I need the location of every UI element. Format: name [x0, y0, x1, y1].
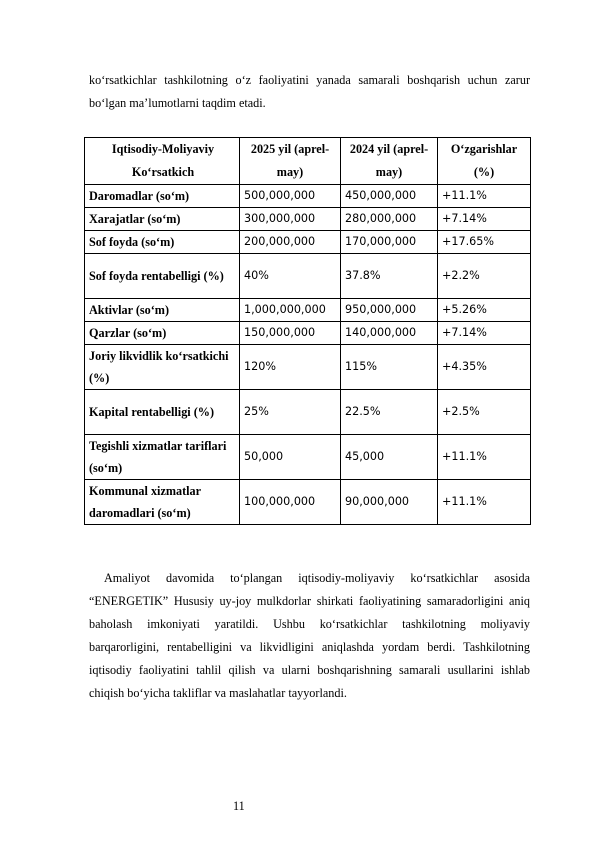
- header-2024: 2024 yil (aprel-may): [341, 138, 438, 185]
- value-2024: 22.5%: [341, 390, 438, 435]
- row-label: Daromadlar (soʻm): [85, 185, 240, 208]
- conclusion-paragraph: Amaliyot davomida toʻplangan iqtisodiy-moliyaviy koʻrsatkichlar asosida “ENERGETIK” Hususiy uy-joy mulkdorlar shirkati faoliyatining samaradorligini aniq baholash imkoniyati yaratildi. Ushbu koʻrsatkichlar tashkilotning moliyaviy barqarorligini, rentabelligini va likvidligini aniqlashda yordam berdi. Tashkilotning iqtisodiy faoliyatini tahlil qilish va ularni boshqarishning samarali usullarini ishlab chiqish boʻyicha takliflar va maslahatlar tayyorlandi.: [89, 571, 530, 700]
- value-2025: 25%: [240, 390, 341, 435]
- table-row: [85, 322, 531, 345]
- row-label: Xarajatlar (soʻm): [85, 208, 240, 231]
- value-2025: 1,000,000,000: [240, 299, 341, 322]
- value-2025: 50,000: [240, 435, 341, 480]
- value-2025: 500,000,000: [240, 185, 341, 208]
- table-row: [85, 231, 531, 254]
- value-2025: 40%: [240, 254, 341, 299]
- row-label: Sof foyda rentabelligi (%): [85, 254, 240, 299]
- value-2025: 120%: [240, 345, 341, 390]
- row-label: Sof foyda (soʻm): [85, 231, 240, 254]
- value-2024: 115%: [341, 345, 438, 390]
- value-2024: 90,000,000: [341, 480, 438, 525]
- row-label: Kommunal xizmatlar daromadlari (soʻm): [85, 480, 240, 525]
- value-2024: 140,000,000: [341, 322, 438, 345]
- row-label: Joriy likvidlik koʻrsatkichi (%): [85, 345, 240, 390]
- value-2025: 200,000,000: [240, 231, 341, 254]
- value-change: +4.35%: [438, 345, 531, 390]
- table-header-row: [85, 138, 531, 185]
- row-label: Kapital rentabelligi (%): [85, 390, 240, 435]
- table-row: [85, 185, 531, 208]
- table-row: [85, 480, 531, 525]
- value-change: +2.2%: [438, 254, 531, 299]
- value-2024: 450,000,000: [341, 185, 438, 208]
- table-row: [85, 345, 531, 390]
- page-number: 11: [233, 799, 245, 813]
- header-2025: 2025 yil (aprel-may): [240, 138, 341, 185]
- intro-paragraph: koʻrsatkichlar tashkilotning oʻz faoliyatini yanada samarali boshqarish uchun zarur boʻlgan maʼlumotlarni taqdim etadi.: [89, 73, 530, 110]
- row-label: Aktivlar (soʻm): [85, 299, 240, 322]
- value-change: +11.1%: [438, 435, 531, 480]
- value-change: +2.5%: [438, 390, 531, 435]
- value-2024: 37.8%: [341, 254, 438, 299]
- header-indicator: Iqtisodiy-Moliyaviy Koʻrsatkich: [85, 138, 240, 185]
- value-change: +11.1%: [438, 480, 531, 525]
- value-2024: 170,000,000: [341, 231, 438, 254]
- value-change: +7.14%: [438, 322, 531, 345]
- table-row: [85, 390, 531, 435]
- value-2024: 45,000: [341, 435, 438, 480]
- value-2024: 280,000,000: [341, 208, 438, 231]
- value-2025: 300,000,000: [240, 208, 341, 231]
- value-2024: 950,000,000: [341, 299, 438, 322]
- value-change: +7.14%: [438, 208, 531, 231]
- table-row: [85, 254, 531, 299]
- header-change: Oʻzgarishlar (%): [438, 138, 531, 185]
- value-2025: 100,000,000: [240, 480, 341, 525]
- row-label: Qarzlar (soʻm): [85, 322, 240, 345]
- value-change: +5.26%: [438, 299, 531, 322]
- table-row: [85, 208, 531, 231]
- financial-indicators-table: [84, 137, 531, 525]
- value-change: +17.65%: [438, 231, 531, 254]
- value-change: +11.1%: [438, 185, 531, 208]
- table-row: [85, 299, 531, 322]
- row-label: Tegishli xizmatlar tariflari (soʻm): [85, 435, 240, 480]
- value-2025: 150,000,000: [240, 322, 341, 345]
- table-row: [85, 435, 531, 480]
